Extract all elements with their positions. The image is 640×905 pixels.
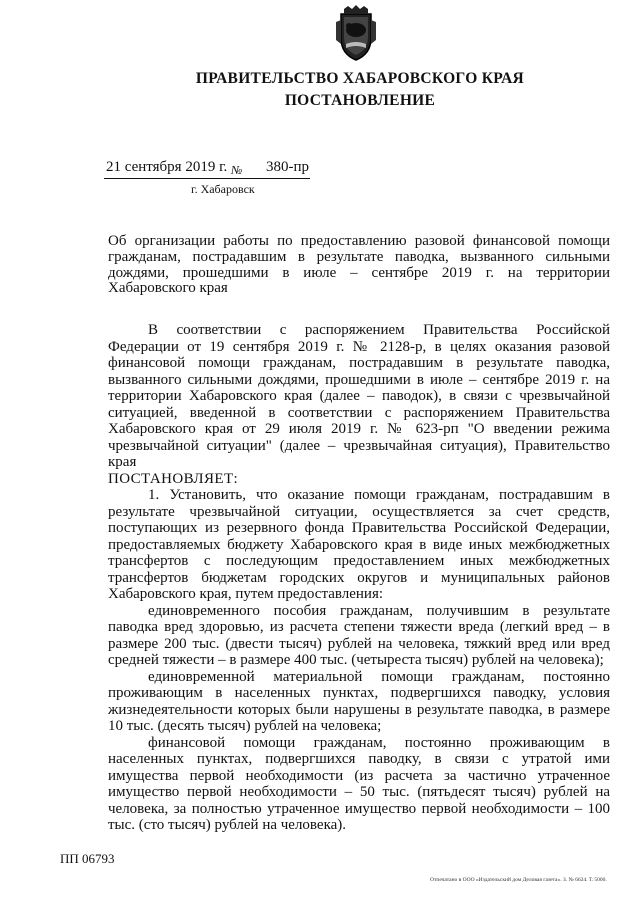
item-1-paragraph: 1. Установить, что оказание помощи гражданам, пострадавшим в результате чрезвычайной ситуации, осуществляется за счет средств, поступающих из резервного фонда Правительства Российской Федерации, предоставляемых бюджету Хабаровского края в виде иных межбюджетных трансфертов с последующим предоставлением иных межбюджетных трансфертов бюджетам городских округов и муниципальных районов Хабаровского края, путем предоставления: bbox=[108, 487, 610, 602]
preamble-paragraph: В соответствии с распоряжением Правительства Российской Федерации от 19 сентября 2019 г. № 2128-р, в целях оказания разовой финансовой помощи гражданам, пострадавшим в результате паводка, вызванного сильными дождями, прошедшими в июле – сентябре 2019 г. на территории Хабаровского края (далее – паводок), в связи с чрезвычайной ситуацией, введенной в соответствии с распоряжением Правительства Хабаровского края от 29 июля 2019 г. № 623-рп "О введении режима чрезвычайной ситуации" (далее – чрезвычайная ситуация), Правительство края bbox=[108, 322, 610, 470]
document-body bbox=[108, 322, 610, 834]
footer-document-code: ПП 06793 bbox=[60, 851, 115, 866]
number-sign: № bbox=[231, 163, 243, 177]
document-number: 380-пр bbox=[266, 159, 310, 175]
document-type: ПОСТАНОВЛЕНИЕ bbox=[284, 92, 436, 109]
resolves-heading: ПОСТАНОВЛЯЕТ: bbox=[108, 470, 239, 487]
khabarovsk-coat-of-arms-icon bbox=[332, 4, 380, 62]
organization-title: ПРАВИТЕЛЬСТВО ХАБАРОВСКОГО КРАЯ bbox=[195, 70, 525, 87]
item-1a-paragraph: единовременного пособия гражданам, получившим в результате паводка вред здоровью, из расчета степени тяжести вреда (легкий вред – в размере 200 тыс. (двести тысяч) рублей на человека, тяжкий вред или вред средней тяжести – в размере 400 тыс. (четыреста тысяч) рублей на человека); bbox=[108, 602, 610, 668]
item-1c-paragraph: финансовой помощи гражданам, постоянно проживающим в населенных пунктах, подвергшихся паводку, в связи с утратой ими имущества первой необходимости (из расчета за частично утраченное имущество первой необходимости – 50 тыс. (пятьдесят тысяч) рублей на человека, за полностью утраченное имущество первой необходимости – 100 тыс. (сто тысяч) рублей на человека). bbox=[108, 734, 610, 833]
date-underline bbox=[104, 178, 310, 179]
document-city: г. Хабаровск bbox=[191, 182, 255, 196]
printer-imprint: Отпечатано в ООО «Издательский дом Деловая газета». З. № 6624. Т. 5000. bbox=[430, 877, 607, 883]
document-date: 21 сентября 2019 г. bbox=[106, 159, 228, 175]
item-1b-paragraph: единовременной материальной помощи гражданам, постоянно проживающим в населенных пунктах, подвергшихся паводку, условия жизнедеятельности которых были нарушены в результате паводка, в размере 10 тыс. (десять тысяч) рублей на человека; bbox=[108, 668, 610, 734]
document-subject: Об организации работы по предоставлению разовой финансовой помощи гражданам, пострадавшим в результате паводка, вызванного сильными дождями, прошедшими в июле – сентябре 2019 г. на территории Хабаровского края bbox=[108, 233, 610, 297]
